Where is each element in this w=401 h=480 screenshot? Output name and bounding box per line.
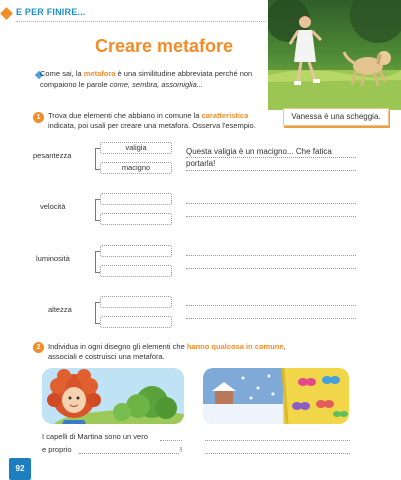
exercise-number-badge: 1 (33, 112, 44, 123)
row-label: pesantezza (33, 151, 72, 160)
answer-text: portarla! (186, 159, 216, 168)
exercise-number-badge: 2 (33, 342, 44, 353)
sentence-part: I capelli di Martina sono un vero (42, 432, 148, 441)
illustration-snow-butterflies (203, 368, 349, 424)
diamond-icon (0, 7, 13, 20)
photo-girl-with-dog (268, 0, 401, 110)
row-label: altezza (48, 305, 72, 314)
answer-line[interactable] (160, 440, 182, 441)
section-header (0, 0, 268, 28)
intro-keyword: metafora (83, 69, 116, 78)
answer-line[interactable] (79, 453, 179, 454)
answer-text: Questa valigia è un macigno... Che fatica (186, 147, 332, 156)
answer-line[interactable] (186, 255, 356, 256)
answer-line[interactable] (205, 440, 350, 441)
intro-text (40, 68, 262, 90)
photo-caption: Vanessa è una scheggia. (283, 108, 389, 126)
page-title: Creare metafore (94, 36, 234, 56)
row-label: velocità (40, 202, 66, 211)
element-box[interactable]: valigia (100, 142, 172, 154)
element-box[interactable] (100, 296, 172, 308)
answer-line[interactable] (186, 305, 356, 306)
divider (16, 21, 266, 22)
element-box[interactable] (100, 245, 172, 257)
answer-line[interactable] (186, 318, 356, 319)
element-box[interactable] (100, 213, 172, 225)
element-box[interactable] (100, 265, 172, 277)
exercise1-text-after: indicata, poi usali per creare una metafora. Osserva l'esempio. (48, 121, 256, 130)
exercise2-text-before: Individua in ogni disegno gli elementi che (48, 342, 187, 351)
exercise2-instructions (48, 342, 298, 362)
intro-text-after: è una similitudine abbreviata perché non compaiono le parole (40, 69, 253, 89)
row-label: luminosità (36, 254, 70, 263)
exercise1-keyword: caratteristica (201, 111, 249, 120)
element-box[interactable] (100, 193, 172, 205)
intro-words: come, sembra, assomiglia... (109, 80, 204, 89)
exercise2-text-after: , associali e costruisci una metafora. (48, 342, 286, 361)
sentence-part: e proprio (42, 445, 72, 454)
answer-line[interactable] (205, 453, 350, 454)
answer-line[interactable] (186, 268, 356, 269)
exercise1-text-before: Trova due elementi che abbiano in comune la (48, 111, 202, 120)
exercise1-instructions (48, 111, 278, 131)
intro-text-before: Come sai, la (40, 69, 84, 78)
sentence-part: ! (180, 445, 183, 454)
section-title: E PER FINIRE... (16, 7, 86, 17)
answer-line[interactable] (186, 170, 356, 171)
answer-line[interactable] (186, 216, 356, 217)
illustration-girl-bush (42, 368, 184, 424)
element-box[interactable] (100, 316, 172, 328)
element-box[interactable]: macigno (100, 162, 172, 174)
page-number: 92 (9, 458, 31, 480)
answer-line[interactable] (186, 203, 356, 204)
exercise2-keyword: hanno qualcosa in comune (186, 342, 284, 351)
